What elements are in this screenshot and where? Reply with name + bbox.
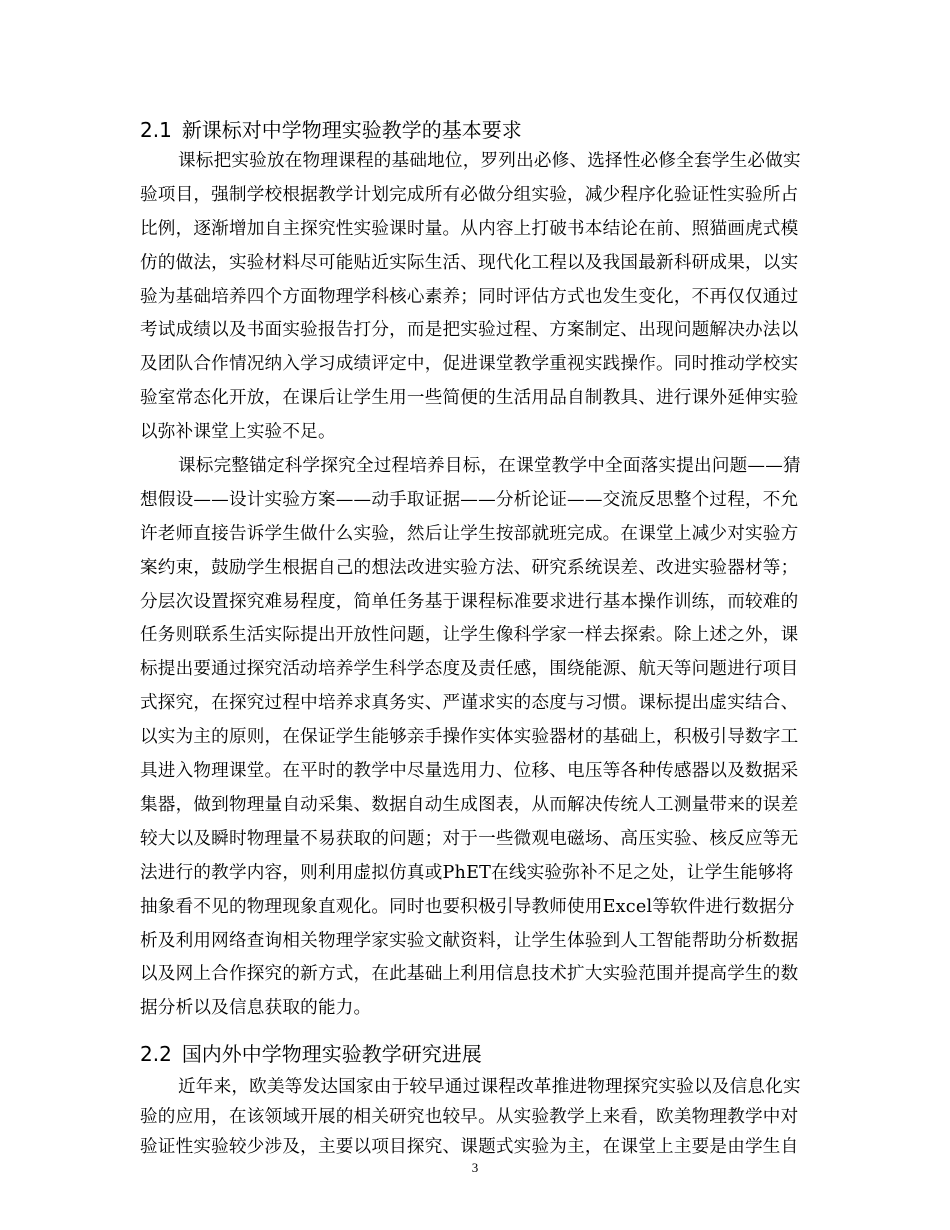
paragraph-line: 以及网上合作探究的新方式，在此基础上利用信息技术扩大实验范围并提高学生的数 <box>140 964 799 984</box>
paragraph-line: 课标完整锚定科学探究全过程培养目标，在课堂教学中全面落实提出问题——猜 <box>178 456 801 476</box>
paragraph-line: 以实为主的原则，在保证学生能够亲手操作实体实验器材的基础上，积极引导数字工 <box>140 727 799 747</box>
paragraph-line: 分层次设置探究难易程度，简单任务基于课程标准要求进行基本操作训练，而较难的 <box>140 592 799 612</box>
paragraph-line: 验证性实验较少涉及，主要以项目探究、课题式实验为主，在课堂上主要是由学生自 <box>140 1137 799 1157</box>
paragraph-line: 集器，做到物理量自动采集、数据自动生成图表，从而解决传统人工测量带来的误差 <box>140 795 799 815</box>
paragraph-line: 以弥补课堂上实验不足。 <box>140 422 336 442</box>
section-title: 新课标对中学物理实验教学的基本要求 <box>181 118 522 142</box>
paragraph-line: 法进行的教学内容，则利用虚拟仿真或PhET在线实验弥补不足之处，让学生能够将 <box>140 863 794 883</box>
paragraph-line: 标提出要通过探究活动培养学生科学态度及责任感，围绕能源、航天等问题进行项目 <box>140 659 799 679</box>
paragraph-line: 考试成绩以及书面实验报告打分，而是把实验过程、方案制定、出现问题解决办法以 <box>140 320 799 340</box>
paragraph-line: 析及利用网络查询相关物理学家实验文献资料，让学生体验到人工智能帮助分析数据 <box>140 931 799 951</box>
section-heading-2-1 <box>140 116 820 144</box>
paragraph-line: 比例，逐渐增加自主探究性实验课时量。从内容上打破书本结论在前、照猫画虎式模 <box>140 219 799 239</box>
paragraph-line: 验项目，强制学校根据教学计划完成所有必做分组实验，减少程序化验证性实验所占 <box>140 185 799 205</box>
paragraph-line: 抽象看不见的物理现象直观化。同时也要积极引导教师使用Excel等软件进行数据分 <box>140 897 795 917</box>
paragraph-line: 许老师直接告诉学生做什么实验，然后让学生按部就班完成。在课堂上减少对实验方 <box>140 524 799 544</box>
paragraph-line: 较大以及瞬时物理量不易获取的问题；对于一些微观电磁场、高压实验、核反应等无 <box>140 829 799 849</box>
paragraph-line: 想假设——设计实验方案——动手取证据——分析论证——交流反思整个过程，不允 <box>140 490 799 510</box>
paragraph-line: 及团队合作情况纳入学习成绩评定中，促进课堂教学重视实践操作。同时推动学校实 <box>140 354 799 374</box>
paragraph-line: 具进入物理课堂。在平时的教学中尽量选用力、位移、电压等各种传感器以及数据采 <box>140 761 799 781</box>
paragraph-line: 据分析以及信息获取的能力。 <box>140 998 372 1018</box>
paragraph-line: 验室常态化开放，在课后让学生用一些简便的生活用品自制教具、进行课外延伸实验 <box>140 388 799 408</box>
paragraph-line: 近年来，欧美等发达国家由于较早通过课程改革推进物理探究实验以及信息化实 <box>178 1077 801 1097</box>
paragraph-line: 案约束，鼓励学生根据自己的想法改进实验方法、研究系统误差、改进实验器材等； <box>140 558 799 578</box>
paragraph-line: 式探究，在探究过程中培养求真务实、严谨求实的态度与习惯。课标提出虚实结合、 <box>140 693 799 713</box>
section-heading-2-2 <box>140 1040 820 1068</box>
paragraph-line: 仿的做法，实验材料尽可能贴近实际生活、现代化工程以及我国最新科研成果，以实 <box>140 253 799 273</box>
paragraph-line: 任务则联系生活实际提出开放性问题，让学生像科学家一样去探索。除上述之外，课 <box>140 625 799 645</box>
page-number: 3 <box>471 1160 479 1175</box>
section-number: 2.2 <box>140 1042 172 1066</box>
paragraph-line: 课标把实验放在物理课程的基础地位，罗列出必修、选择性必修全套学生必做实 <box>178 151 801 171</box>
section-title: 国内外中学物理实验教学研究进展 <box>181 1042 482 1066</box>
paragraph-line: 验为基础培养四个方面物理学科核心素养；同时评估方式也发生变化，不再仅仅通过 <box>140 287 799 307</box>
section-number: 2.1 <box>140 118 172 142</box>
paragraph-line: 验的应用，在该领域开展的相关研究也较早。从实验教学上来看，欧美物理教学中对 <box>140 1107 799 1127</box>
